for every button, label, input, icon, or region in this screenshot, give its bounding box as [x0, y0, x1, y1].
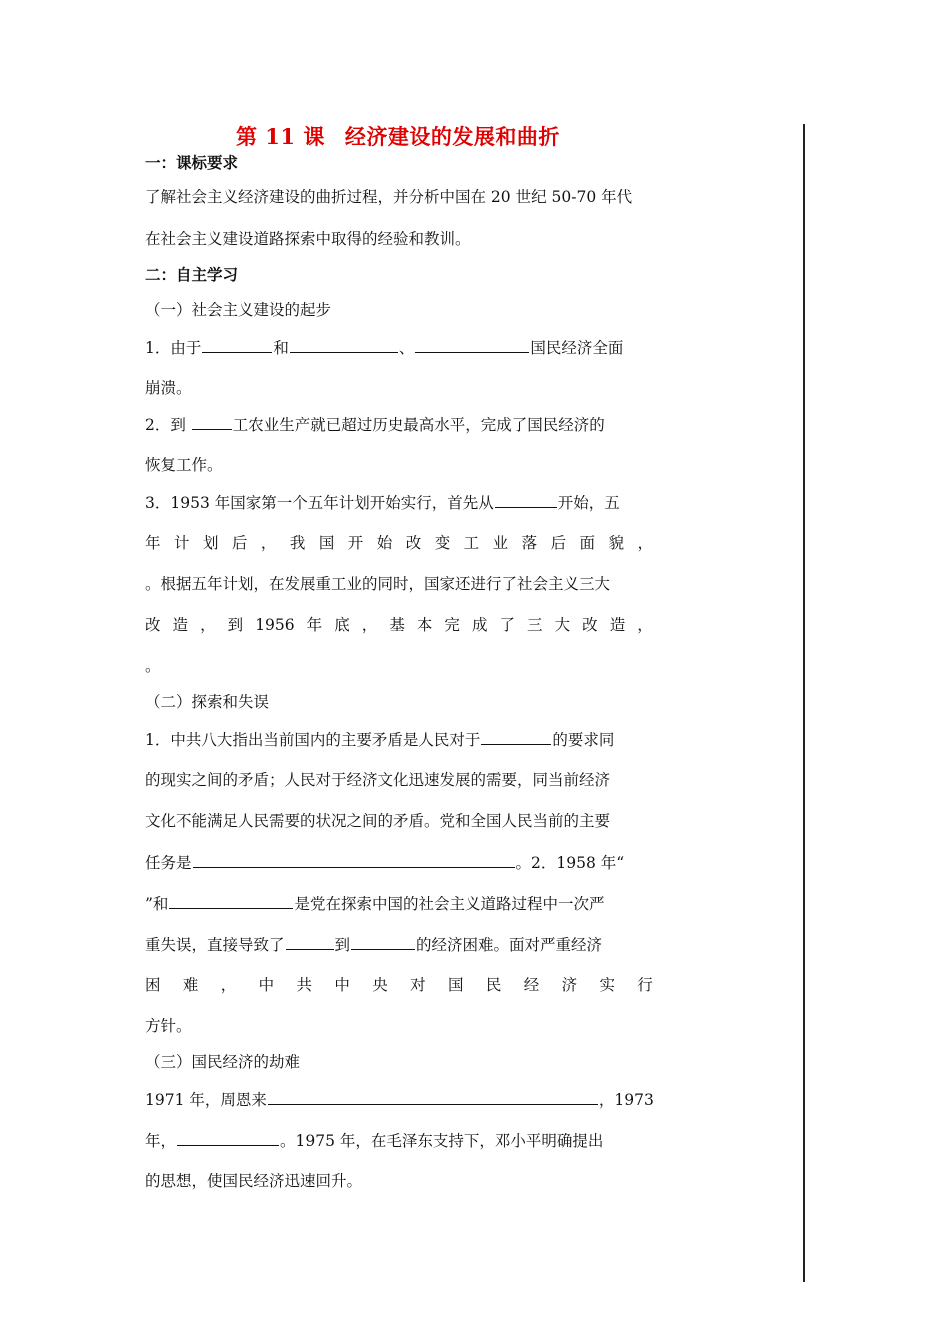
fill-blank[interactable]: [193, 851, 515, 868]
question-line-spaced: 年 计 划 后 ， 我 国 开 始 改 变 工 业 落 后 面 貌 ，: [145, 534, 653, 552]
question-line: 。根据五年计划，在发展重工业的同时，国家还进行了社会主义三大: [145, 575, 611, 593]
question-line: 方针。: [145, 1017, 192, 1035]
fill-blank[interactable]: [415, 336, 529, 353]
lesson-number: 第 11 课: [236, 124, 325, 149]
question-line: 的现实之间的矛盾；人民对于经济文化迅速发展的需要，同当前经济: [145, 771, 611, 789]
fill-blank[interactable]: [351, 933, 415, 950]
question-line: 年， 。1975 年，在毛泽东支持下，邓小平明确提出: [145, 1129, 653, 1152]
question-line: 任务是 。2．1958 年“: [145, 851, 653, 874]
question-line: 恢复工作。: [145, 456, 223, 474]
question-line: 3．1953 年国家第一个五年计划开始实行，首先从 开始，五: [145, 491, 653, 514]
fill-blank[interactable]: [290, 336, 398, 353]
standards-text-line: 在社会主义建设道路探索中取得的经验和教训。: [145, 230, 471, 248]
question-line: 2．到 工农业生产就已超过历史最高水平，完成了国民经济的: [145, 413, 653, 436]
fill-blank[interactable]: [192, 413, 232, 430]
subsection-heading: （二）探索和失误: [145, 693, 270, 711]
question-line: 重失误，直接导致了 到 的经济困难。面对严重经济: [145, 933, 653, 956]
subsection-heading: （一）社会主义建设的起步: [145, 301, 332, 319]
fill-blank[interactable]: [495, 491, 557, 508]
question-line: 1．由于 和 、 国民经济全面: [145, 336, 653, 359]
question-line-spaced: 困 难 ， 中 共 中 央 对 国 民 经 济 实 行: [145, 976, 653, 994]
standards-text-line: 了解社会主义经济建设的曲折过程，并分析中国在 20 世纪 50-70 年代: [145, 188, 633, 206]
margin-rule: [803, 124, 805, 1282]
question-line: 文化不能满足人民需要的状况之间的矛盾。党和全国人民当前的主要: [145, 812, 611, 830]
page-title: [236, 121, 560, 151]
fill-blank[interactable]: [286, 933, 334, 950]
lesson-name: 经济建设的发展和曲折: [344, 124, 560, 149]
question-line: ”和 是党在探索中国的社会主义道路过程中一次严: [145, 892, 653, 915]
fill-blank[interactable]: [169, 892, 293, 909]
question-line: 。: [145, 657, 161, 675]
question-line: 的思想，使国民经济迅速回升。: [145, 1172, 363, 1190]
question-line: 1．中共八大指出当前国内的主要矛盾是人民对于 的要求同: [145, 728, 653, 751]
question-line: 崩溃。: [145, 379, 192, 397]
fill-blank[interactable]: [268, 1088, 598, 1105]
section-heading-standards: 一：课标要求: [145, 153, 239, 172]
subsection-heading: （三）国民经济的劫难: [145, 1053, 301, 1071]
section-heading-self-study: 二：自主学习: [145, 265, 239, 284]
question-line-spaced: 改 造 ， 到 1956 年 底 ， 基 本 完 成 了 三 大 改 造 ，: [145, 616, 653, 634]
fill-blank[interactable]: [481, 728, 551, 745]
question-line: 1971 年，周恩来 ，1973: [145, 1088, 653, 1111]
fill-blank[interactable]: [202, 336, 272, 353]
fill-blank[interactable]: [177, 1129, 279, 1146]
